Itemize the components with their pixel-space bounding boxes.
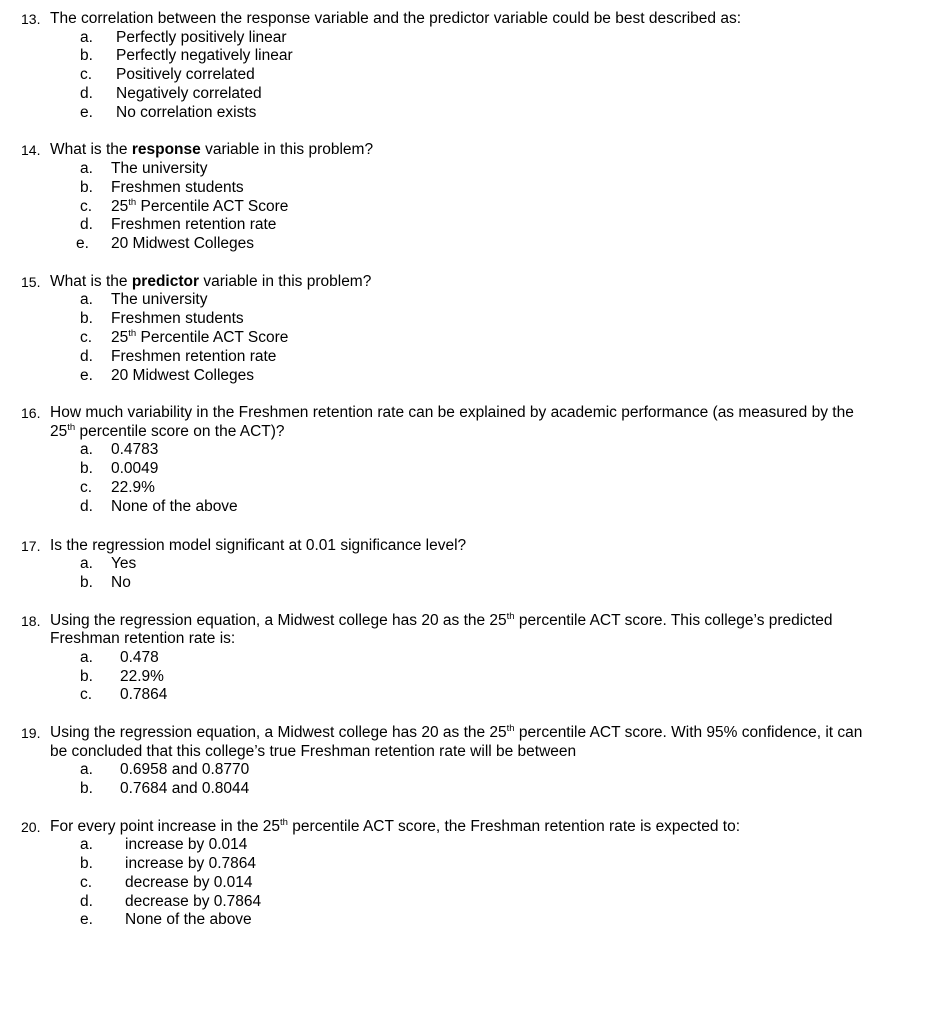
superscript-th: th [506,722,515,734]
option-14a [0,160,945,179]
option-text: No correlation exists [116,103,257,121]
question-number: 15. [21,273,41,290]
question-stem-bold: response [131,141,201,159]
option-16a [0,441,945,460]
option-letter: c. [80,686,93,704]
option-text: Freshmen students [111,178,244,196]
question-number: 17. [21,537,41,554]
option-text: 0.4783 [111,441,159,459]
option-letter: d. [80,892,93,910]
question-17 [0,537,945,593]
option-15a [0,291,945,310]
stem-rest: percentile ACT score, the Freshman retention rate is expected to: [287,817,741,835]
option-letter: b. [80,460,93,478]
quiz-document [0,10,945,949]
option-15b [0,310,945,329]
question-15 [0,273,945,385]
option-letter: b. [80,779,93,797]
option-text-number: 25 [111,329,129,347]
option-14b [0,179,945,198]
option-15e [0,367,945,386]
option-text: The university [111,159,208,177]
option-text: None of the above [125,911,252,929]
option-text-rest: Percentile ACT Score [136,329,289,347]
question-20-text [0,818,945,837]
question-stem-line1 [50,612,833,629]
option-letter: b. [80,310,93,328]
option-text: 20 Midwest Colleges [111,235,255,253]
stem-start: Using the regression equation, a Midwest college has 20 as the 25 [50,724,507,742]
option-letter: c. [80,197,93,215]
question-15-text [0,273,945,292]
option-letter: a. [80,836,93,854]
option-text: decrease by 0.014 [125,873,253,891]
question-stem [50,818,740,835]
stem-rest: percentile score on the ACT)? [75,422,285,440]
option-letter: e. [76,235,89,253]
option-letter: a. [80,555,93,573]
superscript-th: th [67,421,76,433]
option-text: 0.7864 [120,686,168,704]
option-16c [0,479,945,498]
option-14d [0,216,945,235]
option-13e [0,104,945,123]
question-stem-start: What is the [50,272,132,290]
superscript-th: th [128,327,137,339]
question-number: 14. [21,142,41,159]
question-stem-start: What is the [50,141,132,159]
option-letter: a. [80,648,93,666]
option-text-rest: Percentile ACT Score [136,197,289,215]
question-14 [0,141,945,253]
question-13-text [0,10,945,29]
option-text: Negatively correlated [116,84,262,102]
question-number: 16. [21,405,41,422]
option-letter: c. [80,329,93,347]
option-letter: a. [80,441,93,459]
option-14e [0,235,945,254]
option-letter: c. [80,479,93,497]
option-text: 20 Midwest Colleges [111,366,255,384]
question-16 [0,404,945,516]
option-text: The university [111,291,208,309]
question-stem-line1 [50,724,862,741]
option-16b [0,460,945,479]
option-15c [0,329,945,348]
option-letter: d. [80,216,93,234]
option-text: Freshmen retention rate [111,216,277,234]
option-letter: b. [80,178,93,196]
question-number: 13. [21,11,41,27]
option-20b [0,855,945,874]
option-18c [0,686,945,705]
option-text: 22.9% [120,667,164,685]
option-13b [0,47,945,66]
stem-number: 25 [50,422,68,440]
option-text: 0.0049 [111,460,159,478]
question-stem-line1: How much variability in the Freshmen retention rate can be explained by academic performance (as measured by the [50,404,854,422]
question-stem-line2: Freshman retention rate is: [50,630,236,648]
question-stem-line2 [50,423,285,440]
option-text: Freshmen retention rate [111,347,277,365]
stem-start: For every point increase in the 25 [50,817,281,835]
option-letter: b. [80,573,93,591]
option-20a [0,836,945,855]
stem-start: Using the regression equation, a Midwest college has 20 as the 25 [50,611,507,629]
option-20c [0,874,945,893]
question-20 [0,818,945,930]
option-text: No [111,573,131,591]
question-stem-end: variable in this problem? [199,272,372,290]
option-letter: c. [80,66,93,84]
question-stem: Is the regression model significant at 0.01 significance level? [50,536,467,554]
option-14c [0,198,945,217]
option-letter: a. [80,159,93,177]
option-text: 0.6958 and 0.8770 [120,761,250,779]
question-14-text [0,141,945,160]
stem-rest: percentile ACT score. With 95% confidence, it can [514,724,863,742]
option-20e [0,911,945,930]
question-17-text [0,537,945,556]
option-15d [0,348,945,367]
option-text: Freshmen students [111,310,244,328]
question-18 [0,612,945,705]
option-text-number: 25 [111,197,129,215]
option-letter: e. [80,103,93,121]
stem-rest: percentile ACT score. This college’s predicted [514,611,833,629]
superscript-th: th [506,610,515,622]
option-text: 0.478 [120,648,159,666]
option-text: increase by 0.014 [125,836,248,854]
option-letter: c. [80,873,93,891]
option-letter: a. [80,28,93,46]
option-text: Positively correlated [116,66,255,84]
option-text [111,329,288,348]
option-letter: d. [80,497,93,515]
option-letter: b. [80,667,93,685]
option-text [111,198,288,217]
option-17a [0,555,945,574]
question-19 [0,724,945,799]
superscript-th: th [280,816,288,828]
option-18b [0,668,945,687]
option-13a [0,29,945,48]
option-text: None of the above [111,497,238,515]
question-number: 18. [21,612,41,629]
superscript-th: th [128,196,137,208]
option-17b [0,574,945,593]
question-stem-line2: be concluded that this college’s true Freshman retention rate will be between [50,742,577,760]
question-19-text [0,724,945,761]
option-letter: b. [80,855,93,873]
option-text: Perfectly negatively linear [116,47,293,65]
option-19a [0,761,945,780]
option-19b [0,780,945,799]
option-13c [0,66,945,85]
question-stem-bold: predictor [131,272,200,290]
question-number: 19. [21,725,41,742]
option-letter: d. [80,347,93,365]
question-16-text [0,404,945,441]
option-text: increase by 0.7864 [125,855,256,873]
question-13 [0,10,945,122]
option-16d [0,498,945,517]
option-letter: e. [80,911,93,929]
option-text: decrease by 0.7864 [125,892,262,910]
option-text: Yes [111,555,137,573]
option-letter: b. [80,47,93,65]
option-letter: a. [80,761,93,779]
option-letter: a. [80,291,93,309]
option-text: 22.9% [111,479,155,497]
question-18-text [0,612,945,649]
question-stem-end: variable in this problem? [200,141,374,159]
option-20d [0,893,945,912]
question-number: 20. [21,818,41,835]
option-text: 0.7684 and 0.8044 [120,779,250,797]
option-13d [0,85,945,104]
question-stem: The correlation between the response variable and the predictor variable could be best described as: [50,10,742,27]
option-letter: d. [80,84,93,102]
option-18a [0,649,945,668]
option-text: Perfectly positively linear [116,28,287,46]
option-letter: e. [80,366,93,384]
